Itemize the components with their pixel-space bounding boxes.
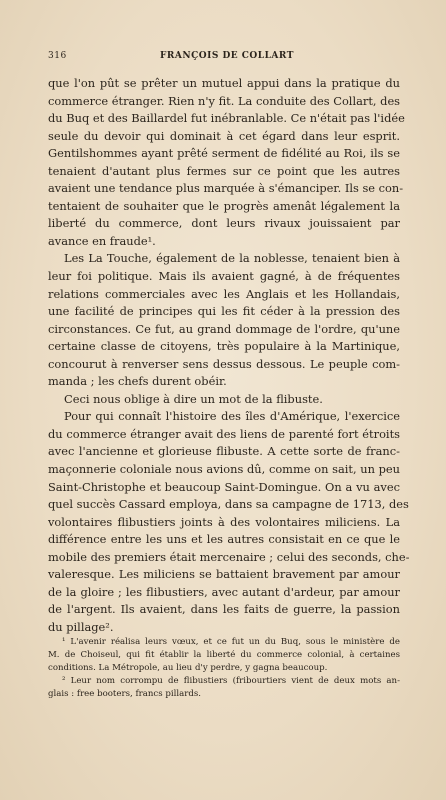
footnote-line: M. de Choiseul, qui fit établir la liberté du commerce colonial, à certaines [48, 650, 400, 660]
text-line: de la gloire ; les flibustiers, avec autant d'ardeur, par amour [48, 584, 400, 599]
footnote-line: glais : free booters, francs pillards. [48, 689, 201, 699]
text-line: avaient une tendance plus marquée à s'émanciper. Ils se con- [48, 181, 404, 196]
text-line: Pour qui connaît l'histoire des îles d'Amérique, l'exercice [64, 409, 400, 424]
text-line: du pillage². [48, 619, 114, 634]
text-line: tentaient de souhaiter que le progrès amenât légalement la [48, 198, 400, 213]
footnotes [48, 636, 400, 701]
text-line: Ceci nous oblige à dire un mot de la flibuste. [64, 391, 323, 406]
text-line: leur foi politique. Mais ils avaient gagné, à de fréquentes [48, 269, 400, 284]
text-line: liberté du commerce, dont leurs rivaux jouissaient par [48, 216, 400, 231]
text-line: quel succès Cassard employa, dans sa campagne de 1713, des [48, 497, 409, 512]
text-line: du commerce étranger avait des liens de parenté fort étroits [48, 426, 400, 441]
text-line: Gentilshommes ayant prêté serment de fidélité au Roi, ils se [48, 146, 400, 161]
footnote-line: ¹ L'avenir réalisa leurs vœux, et ce fut un du Buq, sous le ministère de [62, 637, 400, 647]
text-line: avance en fraude¹. [48, 233, 156, 248]
text-line: certaine classe de citoyens, très populaire à la Martinique, [48, 339, 400, 354]
text-line: seule du devoir qui dominait à cet égard dans leur esprit. [48, 128, 400, 143]
text-line: manda ; les chefs durent obéir. [48, 374, 227, 389]
text-line: tenaient d'autant plus fermes sur ce point que les autres [48, 163, 400, 178]
text-line: maçonnerie coloniale nous avions dû, comme on sait, un peu [48, 462, 400, 477]
text-line: une facilité de principes qui les fit céder à la pression des [48, 304, 400, 319]
page-header [48, 51, 406, 65]
text-line: volontaires flibustiers joints à des volontaires miliciens. La [48, 514, 400, 529]
text-line: que l'on pût se prêter un mutuel appui dans la pratique du [48, 76, 400, 90]
text-line: différence entre les uns et les autres consistait en ce que le [48, 532, 400, 547]
text-line: Les La Touche, également de la noblesse, tenaient bien à [64, 251, 400, 266]
text-line: avec l'ancienne et glorieuse flibuste. A cette sorte de franc- [48, 444, 400, 459]
main-text [48, 75, 410, 637]
text-line: relations commerciales avec les Anglais et les Hollandais, [48, 286, 400, 301]
text-line: valeresque. Les miliciens se battaient bravement par amour [48, 567, 400, 582]
text-line: de l'argent. Ils avaient, dans les faits de guerre, la passion [48, 602, 400, 617]
footnote-line: conditions. La Métropole, au lieu d'y perdre, y gagna beaucoup. [48, 663, 328, 673]
text-line: Saint-Christophe et beaucoup Saint-Domingue. On a vu avec [48, 479, 400, 494]
footnote-line: ² Leur nom corrompu de flibustiers (fribourtiers vient de deux mots an- [62, 676, 400, 686]
text-line: mobile des premiers était mercenaire ; celui des seconds, che- [48, 549, 410, 564]
text-line: concourut à renverser sens dessus dessous. Le peuple com- [48, 356, 400, 371]
text-line: circonstances. Ce fut, au grand dommage de l'ordre, qu'une [48, 321, 400, 336]
text-line: commerce étranger. Rien n'y fit. La conduite des Collart, des [48, 93, 401, 108]
running-head: FRANÇOIS DE COLLART [160, 51, 294, 61]
page-number: 316 [48, 51, 67, 61]
text-line: du Buq et des Baillardel fut inébranlable. Ce n'était pas l'idée [48, 111, 405, 126]
